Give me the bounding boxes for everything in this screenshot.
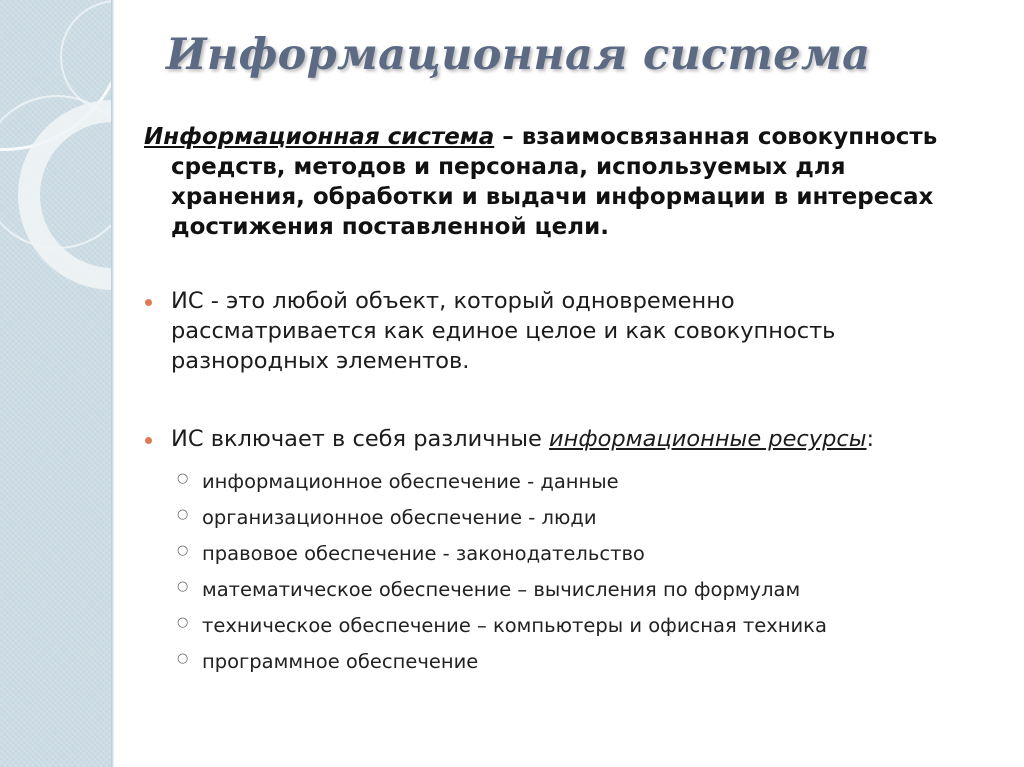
bullet-item bbox=[144, 286, 1004, 376]
sublist-item-text: техническое обеспечение – компьютеры и офисная техника bbox=[202, 614, 827, 637]
resource-sublist bbox=[171, 464, 1004, 680]
hollow-circle-icon: ○ bbox=[177, 579, 189, 594]
definition-line: средств, методов и персонала, используемых для bbox=[171, 154, 846, 180]
bullet-list bbox=[144, 286, 1004, 680]
hollow-circle-icon: ○ bbox=[177, 507, 189, 522]
sublist-item-text: математическое обеспечение – вычисления по формулам bbox=[202, 578, 801, 601]
sublist-item bbox=[171, 536, 1004, 572]
bullet-text-line: рассматривается как единое целое и как совокупность bbox=[171, 318, 836, 344]
decorative-sidebar bbox=[0, 0, 111, 767]
hollow-circle-icon: ○ bbox=[177, 471, 189, 486]
sublist-item bbox=[171, 572, 1004, 608]
slide-title: Информационная система bbox=[166, 30, 871, 80]
hollow-circle-icon: ○ bbox=[177, 615, 189, 630]
sublist-item bbox=[171, 608, 1004, 644]
sublist-item-text: программное обеспечение bbox=[202, 650, 479, 673]
definition-line bbox=[144, 122, 994, 152]
definition-line: хранения, обработки и выдачи информации в интересах bbox=[171, 184, 934, 210]
sublist-item bbox=[171, 500, 1004, 536]
bullet-text-line bbox=[171, 424, 1004, 454]
bullet-suffix: : bbox=[866, 426, 875, 452]
definition-paragraph bbox=[144, 122, 994, 242]
resources-term: информационные ресурсы bbox=[549, 426, 867, 452]
definition-text: – взаимосвязанная совокупность bbox=[494, 124, 938, 150]
bullet-dot-icon bbox=[145, 437, 152, 444]
bullet-dot-icon bbox=[145, 299, 152, 306]
hollow-circle-icon: ○ bbox=[177, 651, 189, 666]
definition-term: Информационная система bbox=[144, 124, 495, 150]
sublist-item bbox=[171, 644, 1004, 680]
bullet-text-line: разнородных элементов. bbox=[171, 348, 470, 374]
hollow-circle-icon: ○ bbox=[177, 543, 189, 558]
sublist-item bbox=[171, 464, 1004, 500]
sidebar-edge bbox=[111, 0, 114, 767]
definition-line: достижения поставленной цели. bbox=[171, 214, 609, 240]
sublist-item-text: информационное обеспечение - данные bbox=[202, 470, 619, 493]
sublist-item-text: правовое обеспечение - законодательство bbox=[202, 542, 645, 565]
bullet-prefix: ИС включает в себя различные bbox=[171, 426, 550, 452]
bullet-text-line: ИС - это любой объект, который одновременно bbox=[171, 288, 735, 314]
bullet-item bbox=[144, 424, 1004, 680]
sublist-item-text: организационное обеспечение - люди bbox=[202, 506, 597, 529]
